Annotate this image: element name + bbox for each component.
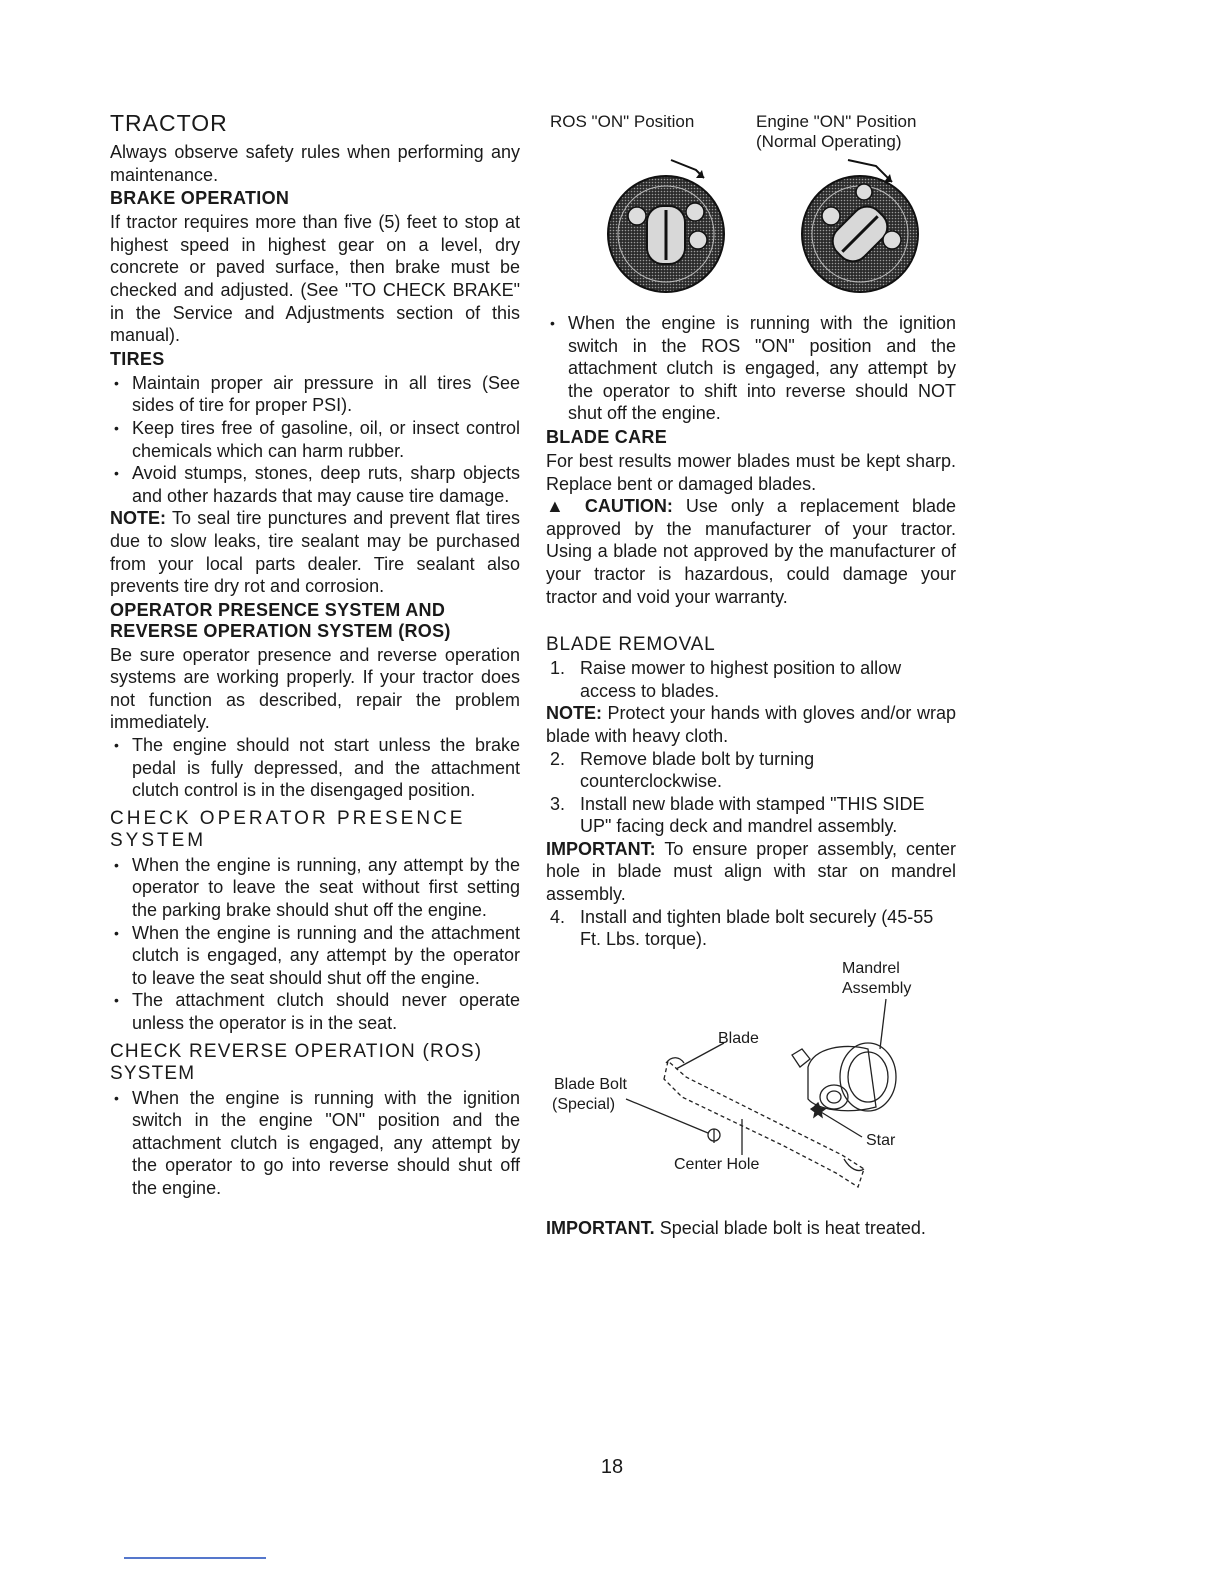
check-presence-list — [110, 854, 520, 1035]
list-item: • Avoid stumps, stones, deep ruts, sharp objects and other hazards that may cause tire damage. — [110, 462, 520, 507]
ros-on-list — [546, 312, 956, 425]
star-label: Star — [866, 1131, 896, 1149]
list-item: • The attachment clutch should never operate unless the operator is in the seat. — [110, 989, 520, 1034]
intro-text: Always observe safety rules when performing any maintenance. — [110, 142, 520, 185]
mandrel-label: Mandrel — [842, 959, 900, 977]
important-label: IMPORTANT. — [546, 1217, 655, 1238]
tires-note — [110, 507, 520, 597]
blade-label: Blade — [718, 1029, 759, 1047]
left-column — [110, 110, 520, 1200]
ros-on-switch-icon — [608, 160, 724, 292]
blade-removal-steps-final — [546, 906, 956, 951]
center-hole-label: Center Hole — [674, 1155, 760, 1173]
note-label: NOTE: — [110, 508, 166, 529]
removal-note — [546, 702, 956, 747]
check-reverse-heading: CHECK REVERSE OPERATION (ROS) SYSTEM — [110, 1040, 483, 1084]
list-item: • The engine should not start unless the brake pedal is fully depressed, and the attachment clutch control is in the disengaged position. — [110, 734, 520, 802]
tires-heading: TIRES — [110, 348, 165, 369]
blade-bolt-label: Blade Bolt — [554, 1075, 627, 1093]
brake-text: If tractor requires more than five (5) feet to stop at highest speed in highest gear on a level, dry concrete or paved surface, then brake must be checked and adjusted. (See "TO CHECK BRAKE" in the Service and Adjustments section of this manual). — [110, 212, 520, 346]
right-column — [546, 112, 956, 1239]
note-text: To seal tire punctures and prevent flat tires due to slow leaks, tire sealant may be purchased from your local parts dealer. Tire sealant also prevents tire dry rot and corrosion. — [110, 508, 520, 597]
brake-heading: BRAKE OPERATION — [110, 188, 290, 209]
blade-removal-heading: BLADE REMOVAL — [546, 634, 716, 656]
section-title: TRACTOR — [110, 110, 228, 136]
important-text: To ensure proper assembly, center hole in blade must align with star on mandrel assembly. — [546, 838, 956, 905]
list-item: • When the engine is running with the ignition switch in the engine "ON" position and the attachment clutch is engaged, any attempt by the operator to go into reverse should shut off the engine. — [110, 1087, 520, 1200]
ignition-switch-figure — [546, 112, 956, 308]
note-text: Protect your hands with gloves and/or wrap blade with heavy cloth. — [546, 703, 956, 746]
blade-care-text: For best results mower blades must be kept sharp. Replace bent or damaged blades. — [546, 450, 956, 494]
caution-label: CAUTION: — [584, 496, 673, 517]
page-number: 18 — [600, 1456, 624, 1478]
note-label: NOTE: — [546, 703, 602, 724]
important-label: IMPORTANT: — [546, 838, 656, 859]
engine-on-switch-icon — [802, 160, 918, 292]
list-item: 1. Raise mower to highest position to allow access to blades. — [550, 658, 902, 701]
list-item: • When the engine is running and the attachment clutch is engaged, any attempt by the operator to leave the seat should shut off the engine. — [110, 922, 520, 990]
normal-operating-caption: (Normal Operating) — [756, 132, 902, 151]
caution-paragraph — [546, 495, 956, 608]
ros-on-caption: ROS "ON" Position — [550, 112, 695, 131]
list-item: • Keep tires free of gasoline, oil, or insect control chemicals which can harm rubber. — [110, 417, 520, 462]
list-item: • Maintain proper air pressure in all tires (See sides of tire for proper PSI). — [110, 372, 520, 417]
ignition-switch-drawing — [546, 112, 956, 308]
list-item: • When the engine is running, any attempt by the operator to leave the seat without first setting the parking brake should shut off the engine. — [110, 854, 520, 922]
list-item: 2. Remove blade bolt by turning counterclockwise. — [550, 748, 815, 792]
footer-link-underline — [124, 1557, 266, 1559]
caution-text: Use only a replacement blade approved by the manufacturer of your tractor. Using a blade not approved by the manufacturer of your tractor is hazardous, could damage your tractor and void your warranty. — [546, 496, 956, 607]
blade-removal-steps-cont — [546, 748, 956, 838]
check-presence-heading: CHECK OPERATOR PRESENCE SYSTEM — [110, 807, 466, 851]
removal-important — [546, 838, 956, 906]
blade-care-heading: BLADE CARE — [546, 426, 668, 447]
list-item: 3. Install new blade with stamped "THIS SIDE UP" facing deck and mandrel assembly. — [550, 793, 925, 837]
special-label: (Special) — [552, 1095, 616, 1113]
ros-list — [110, 734, 520, 802]
engine-on-caption: Engine "ON" Position — [756, 112, 917, 131]
ros-text: Be sure operator presence and reverse operation systems are working properly. If your tractor does not function as described, repair the problem immediately. — [110, 644, 520, 733]
list-item: • When the engine is running with the ignition switch in the ROS "ON" position and the attachment clutch is engaged, any attempt by the operator to shift into reverse should NOT shut off the engine. — [546, 312, 956, 425]
warning-triangle-icon: ▲ — [546, 496, 572, 517]
blade-removal-steps — [546, 657, 956, 702]
important-text: Special blade bolt is heat treated. — [659, 1217, 926, 1238]
final-important — [546, 1217, 956, 1240]
ros-heading: OPERATOR PRESENCE SYSTEM AND REVERSE OPERATION SYSTEM (ROS) — [110, 599, 451, 641]
check-reverse-list — [110, 1087, 520, 1200]
tires-list — [110, 372, 520, 508]
blade-assembly-figure — [546, 959, 956, 1207]
list-item: 4. Install and tighten blade bolt securely (45-55 Ft. Lbs. torque). — [550, 906, 934, 950]
assembly-label: Assembly — [842, 979, 912, 997]
blade-assembly-drawing — [546, 959, 956, 1207]
